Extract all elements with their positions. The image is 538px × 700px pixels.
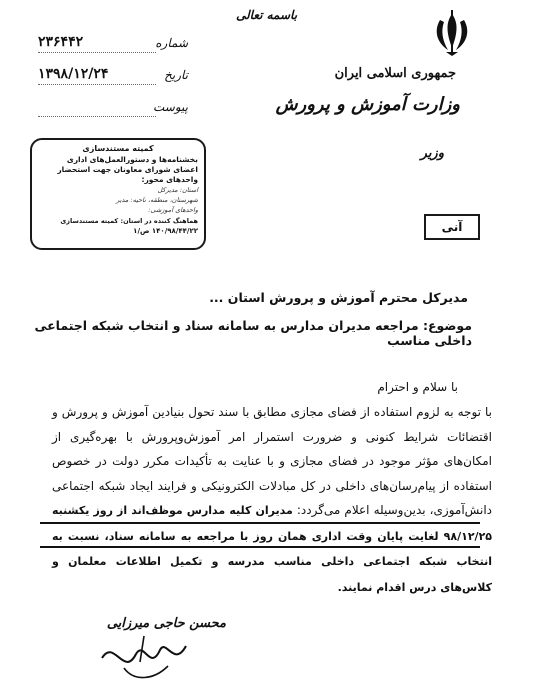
stamp-line: استان: مدیرکل xyxy=(157,186,198,194)
letter-body xyxy=(52,400,492,600)
attachment-label: پیوست xyxy=(153,100,188,114)
greeting: با سلام و احترام xyxy=(377,380,458,394)
directive-underline xyxy=(40,546,480,548)
documentation-stamp xyxy=(30,138,206,250)
attachment-row xyxy=(38,98,188,118)
stamp-line: واحدهای آموزشی: xyxy=(148,206,198,214)
number-row xyxy=(38,34,188,54)
stamp-line: واحدهای محور: xyxy=(141,175,198,184)
date-label: تاریخ xyxy=(164,68,188,82)
addressee: مدیرکل محترم آموزش و پرورش استان ... xyxy=(209,290,468,305)
stamp-line: هماهنگ کننده در استان: کمیته مستندسازی xyxy=(60,217,198,225)
signature-icon xyxy=(94,628,194,688)
letter-date: ۱۳۹۸/۱۲/۲۴ xyxy=(38,66,109,82)
stamp-line: شهرستان، منطقه، ناحیه: مدیر xyxy=(116,196,198,204)
directive-text: مدیران کلیه مدارس موظف‌اند از روز یکشنبه ۹۸/۱۲/۲۵ لغایت پایان وقت اداری همان روز با مراجعه به سامانه سناد، نسبت به انتخاب شبکه اجتماعی داخلی مناسب مدرسه و تکمیل اطلاعات معلمان و کلاس‌های درس اقدام نمایند. xyxy=(52,504,492,594)
number-label: شماره xyxy=(155,36,188,50)
country-name: جمهوری اسلامی ایران xyxy=(334,66,456,81)
stamp-line: اعضای شورای معاونان جهت استحضار xyxy=(57,165,198,174)
urgency-badge: آنی xyxy=(424,214,480,240)
ministry-name: وزارت آموزش و پرورش xyxy=(275,94,460,115)
stamp-number: ۱۴۰/۹۸/۴۴/۲۲ ص/۱ xyxy=(133,227,198,235)
directive-underline xyxy=(40,522,480,524)
subject-line: موضوع: مراجعه مدیران مدارس به سامانه سناد و انتخاب شبکه اجتماعی داخلی مناسب xyxy=(34,318,472,348)
stamp-title: کمیته مستندسازی xyxy=(82,144,154,153)
body-text: با توجه به لزوم استفاده از فضای مجازی مطابق با سند تحول بنیادین آموزش و پرورش و اقتضائات شرایط کنونی و ضرورت استمرار امر آموزش‌وپرورش با بهره‌گیری از امکان‌های مؤثر موجود در فضای مجازی و با عنایت به تأکیدات مکرر دولت در خصوص استفاده از پیام‌رسان‌های داخلی در کل مبادلات الکترونیکی و فرایند ایجاد شبکه اجتماعی دانش‌آموزی، بدین‌وسیله اعلام می‌گردد: xyxy=(52,405,493,517)
letter-number: ۲۳۶۴۴۲ xyxy=(38,34,84,50)
signatory-name: محسن حاجی میرزایی xyxy=(106,616,226,631)
invocation: باسمه تعالی xyxy=(236,8,298,22)
date-row xyxy=(38,66,188,86)
stamp-line: بخشنامه‌ها و دستورالعمل‌های اداری xyxy=(66,155,198,164)
iran-emblem-icon xyxy=(432,8,472,58)
office-title: وزیر xyxy=(420,146,444,161)
